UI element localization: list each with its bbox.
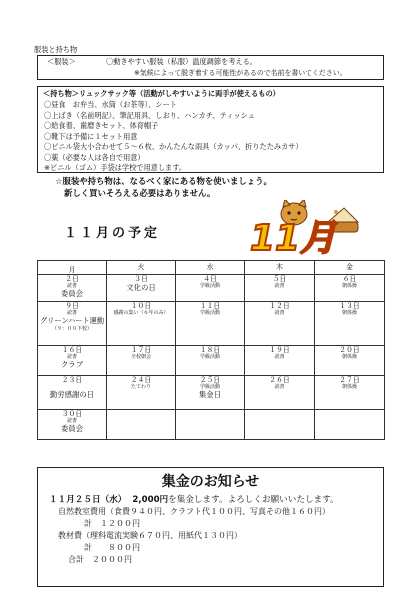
header-tue: 火 — [107, 261, 176, 275]
mascot-illustration — [244, 200, 364, 260]
list-item: 〇給食着、歯磨きセット、体育帽子 — [44, 121, 159, 130]
grand-total: 合計 ２０００円 — [68, 555, 132, 564]
table-row: ２日 読書 委員会 ３日 文化の日 ４日 学級活動 ５日 読書 ６日 朝体操 — [38, 275, 385, 302]
schedule-table — [37, 260, 385, 440]
items-box — [37, 86, 384, 173]
collection-box — [37, 467, 384, 587]
list-item: 〇ビニル袋大小合わせて５～６枚、かんたんな雨具（カッパ、折りたたみカサ） — [44, 142, 303, 151]
list-item: ※ビニル（ゴム）手袋は学校で用意します。 — [44, 163, 187, 172]
table-row: ９日 読書 グリーンハート運動 （９：００下校） １０日 感謝の集い（６年のみ） １１日 学級活動 １２日 読書 １３日 朝体操 — [38, 302, 385, 346]
line-camp-total: 計 １２００円 — [84, 519, 140, 528]
table-row: ２３日 勤労感謝の日 ２４日 たてわり ２５日 学級活動 集金日 ２６日 読書 ２７日 朝体操 — [38, 376, 385, 410]
fuku-box — [37, 55, 384, 80]
items-head: ＜持ち物＞リュックサック等（活動がしやすいように両手が使えるもの） — [43, 89, 280, 98]
schedule-title: １１月の予定 — [64, 226, 161, 241]
list-item: 〇上ばき（名前明記）、筆記用具、しおり、ハンカチ、ティッシュ — [44, 110, 255, 120]
clothing-title: 服装と持ち物 — [34, 45, 78, 54]
list-item: 〇靴下は予備に１セット用意 — [44, 131, 138, 141]
list-item: 〇昼食 お弁当、水筒（お茶等）、シート — [44, 100, 177, 109]
line-materials-total: 計 ８００円 — [84, 543, 140, 552]
table-row: ３０日 読書 委員会 — [38, 410, 385, 440]
header-mon: 月 — [38, 261, 107, 275]
note-1: ☆服装や持ち物は、なるべく家にある物を使いましょう。 — [55, 176, 272, 186]
header-thu: 木 — [245, 261, 315, 275]
collection-date-line: １１月２５日（水） 2,000円を集金します。よろしくお願いいたします。 — [49, 495, 339, 505]
list-item: 〇薬（必要な人は各自で用意） — [44, 152, 145, 162]
items-list — [44, 100, 303, 174]
fuku-line1: 〇動きやすい服装（私服）温度調節を考える。 — [106, 57, 257, 66]
line-camp-fee: 自然教室費用（食費９４０円、クラフト代１００円、写真その他１６０円） — [58, 507, 330, 516]
note-2: 新しく買いそろえる必要はありません。 — [64, 188, 216, 198]
line-materials: 教材費（理科電流実験６７０円、用紙代１３０円） — [58, 531, 242, 540]
header-fri: 金 — [315, 261, 385, 275]
header-wed: 水 — [176, 261, 245, 275]
badge-11: 11月 — [250, 218, 337, 259]
fuku-label: ＜服装＞ — [47, 57, 76, 66]
collection-title: 集金のお知らせ — [161, 474, 260, 490]
table-row: １６日 読書 クラブ １７日 全校朝会 １８日 学級活動 １９日 読書 ２０日 朝体操 — [38, 346, 385, 376]
fuku-line2: ※気候によって脱ぎ着する可能性があるので名前を書いてください。 — [134, 69, 347, 77]
